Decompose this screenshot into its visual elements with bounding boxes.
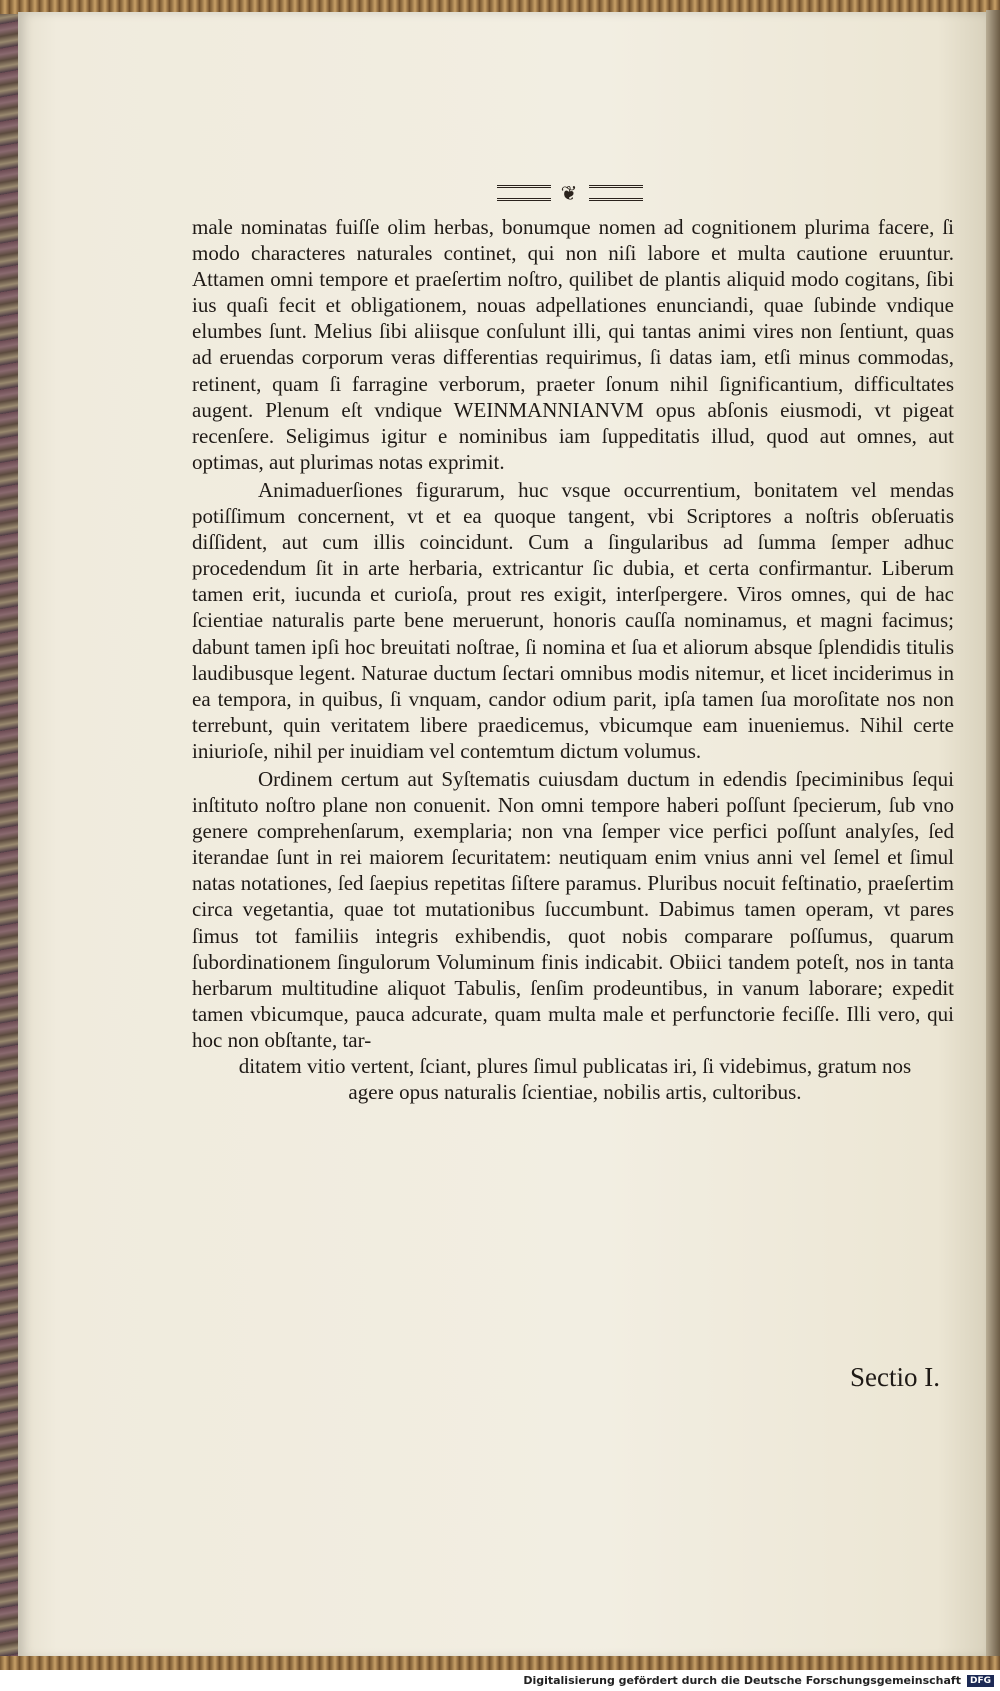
right-page-edge bbox=[986, 10, 1000, 1660]
digitization-footer bbox=[0, 1670, 1000, 1691]
paragraph-3: Ordinem certum aut Syſtematis cuiusdam ductum in edendis ſpeciminibus ſequi inſtituto noſtro plane non conuenit. Non omni tempore haberi poſſunt ſpecierum, ſub vno genere comprehenſarum, exemplaria; non vna ſemper vice perfici poſſunt analyſes, ſed iterandae ſunt in rei maiorem ſecuritatem: neutiquam enim vnius anni vel ſemel et ſimul natas notationes, ſed ſaepius repetitas ſiſtere paramus. Pluribus nocuit feſtinatio, praeſertim circa vegetantia, quae tot mutationibus ſuccumbunt. Dabimus tamen operam, vt pares ſimus tot familiis integris exhibendis, quot nobis comparare poſſumus, quarum ſubordinationem ſingulorum Voluminum finis indicabit. Obiici tandem poteſt, nos in tanta herbarum multitudine aliquot Tabulis, ſenſim prodeuntibus, in vanum laborare; expedit tamen vbicumque, pauca adcurate, quam multa male et perfunctorie feciſſe. Illi vero, qui hoc non obſtante, tar- bbox=[192, 766, 954, 1052]
ornament-center-icon: ❦ bbox=[560, 181, 580, 205]
paragraph-2: Animaduerſiones figurarum, huc vsque occurrentium, bonitatem vel mendas potiſſimum concernent, vt et ea quoque tangent, vbi Scriptores a noſtris obſeruatis diſſident, aut cum illis coincidunt. Cum a ſingularibus ad ſumma ſemper adhuc procedendum ſit in arte herbaria, extricantur ſic dubia, et certa confirmantur. Liberum tamen erit, iucunda et curioſa, prout res exigit, interſpergere. Viros omnes, qui de hac ſcientiae naturalis parte bene meruerunt, honoris cauſſa nominamus, et magni facimus; dabunt tamen ipſi hoc breuitati noſtrae, ſi nomina et ſua et aliorum absque ſplendidis titulis laudibusque legent. Naturae ductum ſectari omnibus modis nitemur, et licet inciderimus in ea tempora, in quibus, ſi vnquam, candor odium parit, ipſa tamen ſua moroſitate nos non terrebunt, quin veritatem libere praedicemus, vbicumque eam inueniemus. Nihil certe iniurioſe, nihil per inuidiam vel contemtum dictum volumus. bbox=[192, 477, 954, 763]
catchword: Sectio I. bbox=[850, 1362, 940, 1392]
closing-lines: ditatem vitio vertent, ſciant, plures ſimul publicatas iri, ſi videbimus, gratum nos agere opus naturalis ſcientiae, nobilis artis, cultoribus. bbox=[238, 1054, 912, 1105]
paragraph-1: male nominatas fuiſſe olim herbas, bonumque nomen ad cognitionem plurima facere, ſi modo characteres naturales continet, qui non niſi labore et multa cautione eruuntur. Attamen omni tempore et praeſertim noſtro, quilibet de plantis aliquid modo cogitans, ſibi ius quaſi fecit et obligationem, nouas adpellationes enunciandi, quae ſubinde vndique elumbes ſunt. Melius ſibi aliisque conſulunt illi, qui tantas animi vires non ſentiunt, quas ad eruendas corporum veras differentias requirimus, ſi datas iam, etſi minus commodas, retinent, quam ſi farragine verborum, praeter ſonum nihil ſignificantium, difficultates augent. Plenum eſt vndique WEINMANNIANVM opus abſonis eiusmodi, vt pigeat recenſere. Seligimus igitur e nominibus iam ſuppeditatis illud, quod aut omnes, aut optimas, aut plurimas notas exprimit. bbox=[192, 215, 954, 474]
bottom-page-edge bbox=[0, 1656, 1000, 1670]
dfg-logo: DFG bbox=[967, 1675, 994, 1687]
marbled-endpaper bbox=[0, 0, 18, 1691]
footer-credit: Digitalisierung gefördert durch die Deutsche Forschungsgemeinschaft bbox=[523, 1674, 961, 1687]
ornament-right-flourish bbox=[589, 185, 643, 201]
ornament-left-flourish bbox=[497, 185, 551, 201]
header-ornament bbox=[470, 181, 670, 205]
body-text bbox=[192, 214, 954, 1105]
